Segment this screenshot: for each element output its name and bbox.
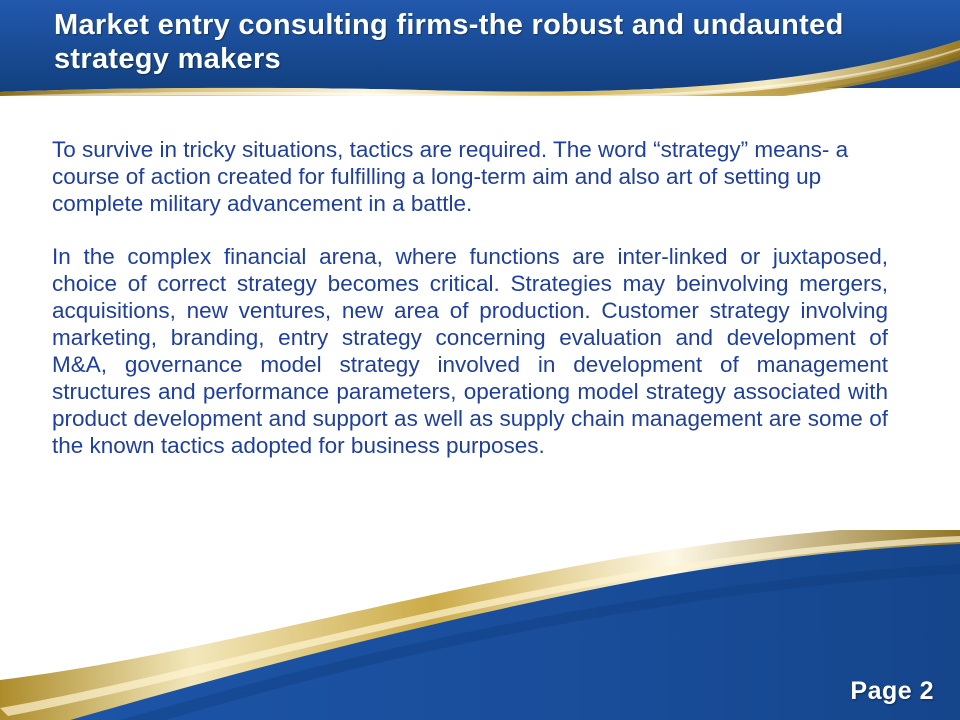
paragraph-2: In the complex financial arena, where functions are inter-linked or juxtaposed, choice of correct strategy becomes critical. Strategies may beinvolving mergers, acquisitions, new ventures, new area of production. Customer strategy involving marketing, branding, entry strategy concerning evaluation and development of M&A, governance model strategy involved in development of management structures and performance parameters, operationg model strategy associated with product development and support as well as supply chain management are some of the known tactics adopted for business purposes. [52,244,888,458]
slide-body [52,136,888,485]
header-banner [0,0,960,96]
page-title: Market entry consulting firms-the robust and undaunted strategy makers [54,9,844,75]
paragraph-1: To survive in tricky situations, tactics are required. The word “strategy” means- a course of action created for fulfilling a long-term aim and also art of setting up complete military advancement in a battle. [52,137,849,216]
footer-gold-swoosh-icon [0,530,960,720]
page-number-badge: Page 2 [850,677,934,705]
footer-banner [0,530,960,720]
